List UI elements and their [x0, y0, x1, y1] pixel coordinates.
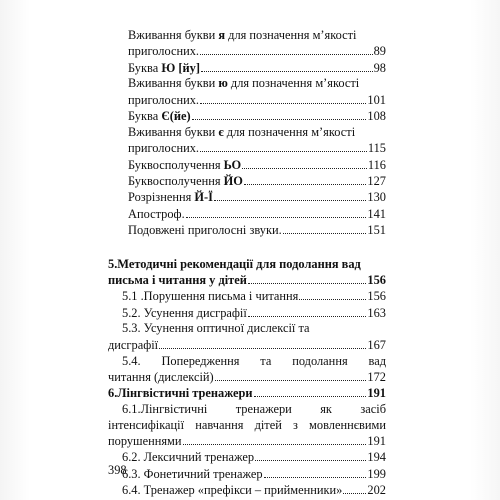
- dot-leader: [200, 92, 366, 104]
- toc-entry[interactable]: [108, 466, 386, 482]
- dot-leader: [215, 369, 367, 381]
- toc-entry-text: 5.3. Усунення оптичної дислексії та: [122, 321, 310, 336]
- dot-leader: [264, 466, 367, 478]
- toc-entry-title: Буквосполучення ЬО: [128, 157, 242, 172]
- toc-entry-title: Розрізнення Й-Ї: [128, 190, 213, 205]
- dot-leader: [159, 337, 366, 349]
- dot-leader: [244, 173, 367, 185]
- toc-entry-title: Буква Ю [йу]: [128, 60, 200, 75]
- toc-page-number: 172: [367, 369, 386, 384]
- toc-entry-title: 6.2. Лексичний тренажер: [122, 450, 255, 465]
- toc-entry-text: 6.1.Лінгвістичні тренажери як засіб: [122, 402, 386, 417]
- toc-entry-title: приголосних.: [128, 141, 200, 156]
- section-gap: [108, 239, 386, 257]
- toc-entry-title: письма і читання у дітей: [108, 273, 247, 287]
- toc-entry-title: 5.1 .Порушення письма і читання: [122, 289, 299, 304]
- toc-entry-title: Буква Є(йе): [128, 109, 191, 124]
- toc-page-number: 89: [373, 44, 386, 59]
- toc-entry[interactable]: [108, 157, 386, 173]
- toc-entry[interactable]: [108, 402, 386, 450]
- dot-leader: [214, 190, 366, 202]
- toc-entry[interactable]: [108, 450, 386, 466]
- toc-page-number: 98: [373, 60, 386, 75]
- toc-page-number: 127: [367, 173, 386, 188]
- dot-leader: [254, 386, 367, 398]
- toc-entry[interactable]: [108, 305, 386, 321]
- toc-entry-title: дисграфії: [108, 337, 159, 352]
- toc-page-number: 141: [367, 206, 386, 221]
- toc-entry-title: порушеннями: [108, 434, 182, 449]
- toc-page-number: 151: [367, 222, 386, 237]
- toc-entry-title: Апостроф.: [128, 206, 185, 221]
- toc-entry-title: 5.2. Усунення дисграфії: [122, 305, 247, 320]
- toc-page-number: 194: [367, 450, 386, 465]
- table-of-contents: [108, 28, 386, 499]
- toc-entry[interactable]: [108, 173, 386, 189]
- dot-leader: [200, 44, 373, 56]
- dot-leader: [200, 141, 367, 153]
- dot-leader: [183, 434, 367, 446]
- toc-entry[interactable]: [108, 354, 386, 386]
- dot-leader: [248, 272, 367, 284]
- toc-entry-text: 5.Методичні рекомендації для подолання вад: [108, 256, 361, 271]
- toc-page-number: 167: [367, 337, 386, 352]
- dot-leader: [201, 60, 373, 72]
- toc-entry-text: Вживання букви я для позначення м’якості: [128, 28, 357, 42]
- toc-page-number: 116: [367, 157, 386, 172]
- toc-entry-title: приголосних.: [128, 44, 200, 59]
- toc-page-number: 191: [367, 434, 386, 449]
- toc-entry-title: Буквосполучення ЙО: [128, 173, 243, 188]
- toc-entry[interactable]: [108, 289, 386, 305]
- toc-page-number: 202: [367, 483, 386, 498]
- toc-entry[interactable]: [108, 125, 386, 157]
- toc-entry[interactable]: [108, 76, 386, 108]
- toc-entry[interactable]: [108, 222, 386, 238]
- toc-entry-title: 6.Лінгвістичні тренажери: [108, 386, 253, 401]
- toc-entry-title: 6.3. Фонетичний тренажер: [122, 466, 263, 481]
- toc-entry-title: 6.4. Тренажер «префікси – прийменники»: [122, 483, 343, 498]
- toc-section-heading[interactable]: [108, 257, 386, 289]
- dot-leader: [248, 305, 367, 317]
- dot-leader: [283, 222, 367, 234]
- dot-leader: [186, 206, 367, 218]
- toc-entry[interactable]: [108, 321, 386, 353]
- toc-entry-title: Подовжені приголосні звуки.: [128, 222, 282, 237]
- toc-page-number: 130: [367, 190, 386, 205]
- toc-entry[interactable]: [108, 190, 386, 206]
- toc-page-number: 156: [367, 289, 386, 304]
- toc-page-number: 199: [367, 466, 386, 481]
- dot-leader: [242, 157, 367, 169]
- dot-leader: [343, 483, 366, 495]
- toc-entry-title: приголосних.: [128, 92, 200, 107]
- toc-page-number: 191: [367, 386, 386, 401]
- dot-leader: [192, 109, 367, 121]
- toc-entry-text: Вживання букви є для позначення м’якості: [128, 124, 356, 139]
- dot-leader: [299, 289, 366, 301]
- toc-page-number: 108: [367, 109, 386, 124]
- toc-entry-title: читання (дислексій): [108, 369, 214, 384]
- toc-entry[interactable]: [108, 483, 386, 499]
- toc-page-number: 156: [367, 273, 386, 287]
- toc-entry-text: Вживання букви ю для позначення м’якості: [128, 76, 360, 91]
- toc-entry-text: 5.4. Попередження та подолання вад: [122, 353, 386, 368]
- toc-entry[interactable]: [108, 109, 386, 125]
- dot-leader: [255, 450, 366, 462]
- toc-entry[interactable]: [108, 28, 386, 60]
- toc-entry-text: інтенсифікації навчання дітей з мовленнєвими: [108, 417, 386, 432]
- toc-page-number: 101: [367, 92, 386, 107]
- toc-page-number: 115: [367, 141, 386, 156]
- toc-section-heading[interactable]: [108, 386, 386, 402]
- toc-page-number: 163: [367, 305, 386, 320]
- toc-entry[interactable]: [108, 60, 386, 76]
- toc-entry[interactable]: [108, 206, 386, 222]
- page-number: 398: [108, 463, 127, 477]
